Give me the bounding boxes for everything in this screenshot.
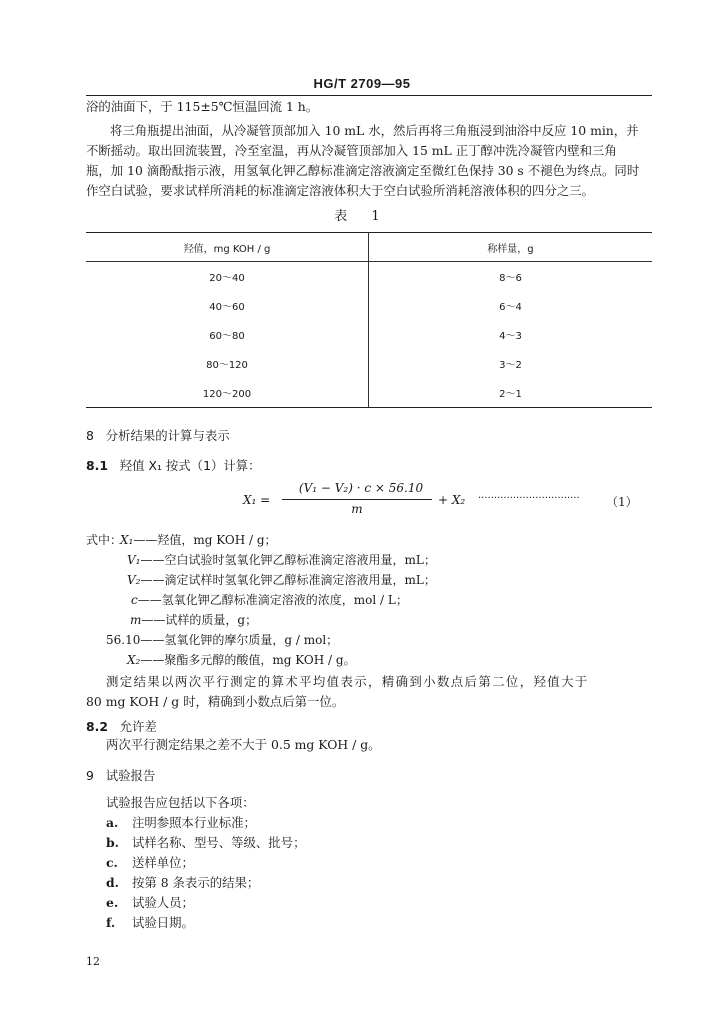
- table-cell-range: 40～60: [86, 291, 369, 320]
- where-item: [106, 631, 338, 648]
- where-item: [127, 551, 436, 568]
- table-cell-mass: 3～2: [499, 360, 522, 371]
- list-item-text: 按第 8 条表示的结果；: [132, 875, 260, 890]
- where-desc: ——氢氧化钾乙醇标准滴定溶液的浓度，mol / L；: [137, 593, 408, 607]
- list-item-mark: c.: [106, 855, 118, 870]
- formula-numerator: (V₁ − V₂) · c × 56.10: [298, 481, 424, 495]
- where-item: [127, 571, 436, 588]
- where-item: [127, 651, 356, 668]
- where-symbol: X₁: [120, 533, 134, 547]
- where-desc: ——羟值，mg KOH / g；: [133, 533, 277, 547]
- table-row: [86, 291, 652, 320]
- list-item-text: 试验人员；: [132, 895, 194, 910]
- formula-plus-x2: + X₂: [438, 493, 466, 507]
- where-symbol: c: [131, 593, 138, 607]
- intro-line-3: 不断摇动。取出回流装置，冷至室温，再从冷凝管顶部加入 15 mL 正丁醇冲洗冷凝管内壁和三角: [86, 143, 617, 158]
- intro-line-2: 将三角瓶提出油面，从冷凝管顶部加入 10 mL 水，然后再将三角瓶浸到油浴中反应 10 min，并: [110, 123, 639, 138]
- list-item: [106, 916, 194, 930]
- table-cell-range: 120～200: [86, 378, 369, 408]
- list-item: [106, 856, 194, 870]
- where-symbol: X₂: [127, 653, 141, 667]
- table-cell-mass: 4～3: [499, 331, 522, 342]
- where-symbol: m: [130, 613, 142, 627]
- where-item: [120, 531, 277, 548]
- table-cell-mass: 6～4: [499, 302, 522, 313]
- list-item-text: 试验日期。: [132, 915, 194, 930]
- table-cell-range: 20～40: [86, 262, 369, 292]
- intro-line-1: 浴的油面下，于 115±5℃恒温回流 1 h。: [86, 99, 319, 114]
- formula-denominator: m: [351, 502, 363, 516]
- where-desc: ——氢氧化钾的摩尔质量，g / mol；: [140, 633, 339, 647]
- table-row: [86, 349, 652, 378]
- section-8-2-number: 8.2: [86, 719, 108, 734]
- list-item-mark: e.: [106, 895, 119, 910]
- section-8-number: 8: [86, 428, 94, 443]
- result-line-1: 测定结果以两次平行测定的算术平均值表示，精确到小数点后第二位，羟值大于: [106, 674, 589, 689]
- section-9-title: 试验报告: [105, 768, 156, 783]
- list-item-text: 试样名称、型号、等级、批号；: [132, 835, 306, 850]
- table-cell-mass: 8～6: [499, 273, 522, 284]
- intro-line-5: 作空白试验，要求试样所消耗的标准滴定溶液体积大于空白试验所消耗溶液体积的四分之三。: [86, 183, 595, 198]
- list-item-text: 注明参照本行业标准；: [132, 815, 256, 830]
- list-item: [106, 836, 305, 850]
- table-row: [86, 262, 652, 292]
- where-desc: ——空白试验时氢氧化钾乙醇标准滴定溶液用量，mL；: [140, 553, 436, 567]
- table-row: [86, 320, 652, 349]
- table-header-hydroxyl: 羟值，mg KOH / g: [86, 233, 369, 262]
- fraction-bar: [282, 499, 432, 500]
- section-9-intro: 试验报告应包括以下各项：: [106, 795, 255, 810]
- table-1: [86, 232, 652, 408]
- table-cell-mass: 2～1: [369, 378, 653, 408]
- section-8-2-text: 两次平行测定结果之差不大于 0.5 mg KOH / g。: [106, 737, 381, 752]
- section-8-title: 分析结果的计算与表示: [105, 428, 230, 443]
- section-9-number: 9: [86, 768, 94, 783]
- section-8-2-title: 允许差: [119, 719, 157, 734]
- where-desc: ——滴定试样时氢氧化钾乙醇标准滴定溶液用量，mL；: [140, 573, 436, 587]
- section-8-1-text: 羟值 X₁ 按式（1）计算：: [119, 458, 261, 473]
- list-item: [106, 876, 259, 890]
- list-item-mark: d.: [106, 875, 119, 890]
- section-8-2-heading: [86, 717, 157, 735]
- page-number: 12: [86, 955, 100, 968]
- standard-code-header: HG/T 2709—95: [313, 76, 411, 91]
- result-line-2: 80 mg KOH / g 时，精确到小数点后第一位。: [86, 694, 345, 709]
- where-symbol: V₁: [127, 553, 141, 567]
- header-rule: [86, 95, 652, 96]
- table-cell-range: 80～120: [86, 349, 369, 378]
- where-symbol: 56.10: [106, 633, 141, 647]
- intro-line-4: 瓶，加 10 滴酚酞指示液，用氢氧化钾乙醇标准滴定溶液滴定至微红色保持 30 s 不褪色为终点。同时: [86, 163, 640, 178]
- list-item: [106, 896, 194, 910]
- section-8-1-number: 8.1: [86, 458, 108, 473]
- list-item-text: 送样单位；: [132, 855, 194, 870]
- formula-number: （1）: [606, 495, 638, 509]
- list-item-mark: b.: [106, 835, 119, 850]
- formula-lhs: X₁ =: [243, 493, 271, 507]
- table-row: [86, 378, 652, 408]
- table-header-row: [86, 233, 652, 262]
- section-9-heading: [86, 766, 155, 784]
- table-header-sample-mass: 称样量，g: [369, 233, 653, 262]
- section-8-1: [86, 456, 261, 474]
- table-cell-range: 60～80: [86, 320, 369, 349]
- where-prefix: 式中：: [86, 533, 123, 547]
- where-desc: ——试样的质量，g；: [141, 613, 258, 627]
- section-8-heading: [86, 426, 230, 444]
- formula-leader-dots: ································: [478, 493, 580, 504]
- list-item-mark: f.: [106, 915, 116, 930]
- table-title: 表 1: [334, 209, 390, 224]
- where-desc: ——聚酯多元醇的酸值，mg KOH / g。: [140, 653, 356, 667]
- where-item: [130, 611, 257, 628]
- where-symbol: V₂: [127, 573, 141, 587]
- list-item: [106, 816, 256, 830]
- where-item: [131, 591, 408, 608]
- list-item-mark: a.: [106, 815, 119, 830]
